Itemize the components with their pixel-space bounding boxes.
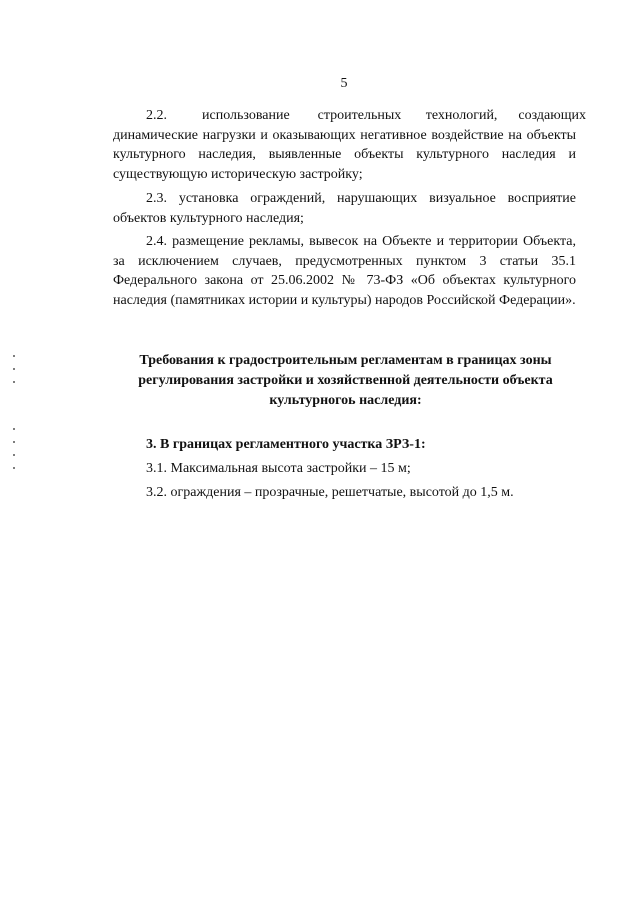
section-3-title: 3. В границах регламентного участка ЗРЗ-1: [146, 437, 426, 452]
clause-2-3-line-2: объектов культурного наследия; [113, 210, 304, 226]
scan-speck [13, 368, 15, 370]
page-number: 5 [340, 76, 348, 91]
clause-2-2-line-4: существующую историческую застройку; [113, 166, 363, 182]
section-3-item-1: 3.1. Максимальная высота застройки – 15 м; [146, 461, 411, 476]
clause-2-4-line-2: за исключением случаев, предусмотренных пунктом 3 статьи 35.1 [113, 253, 576, 269]
scan-speck [13, 441, 15, 443]
heading-line-1: Требования к градостроительным регламентам в границах зоны [139, 353, 552, 368]
scan-speck [13, 428, 15, 430]
requirements-heading [108, 351, 583, 411]
clause-2-4-line-3: Федерального закона от 25.06.2002 № 73-ФЗ «Об объектах культурного [113, 273, 576, 288]
scan-speck [13, 355, 15, 357]
heading-line-2: регулирования застройки и хозяйственной деятельности объекта [138, 373, 553, 388]
clause-2-4 [113, 232, 576, 310]
clause-2-4-line-4: наследия (памятниках истории и культуры) народов Российской Федерации». [113, 292, 576, 308]
clause-2-2-line-2: динамические нагрузки и оказывающих негативное воздействие на объекты [113, 127, 576, 143]
heading-line-3: культурногоь наследия: [269, 393, 422, 408]
scan-speck [13, 467, 15, 469]
clause-2-2 [113, 106, 586, 184]
section-3-item-2: 3.2. ограждения – прозрачные, решетчатые, высотой до 1,5 м. [146, 485, 514, 500]
clause-2-3-line-1: 2.3. установка ограждений, нарушающих визуальное восприятие [146, 191, 576, 206]
scan-speck [13, 381, 15, 383]
clause-2-2-line-3: культурного наследия, выявленные объекты культурного наследия и [113, 147, 576, 162]
clause-2-2-line-1: 2.2. использование строительных технологий, создающих [146, 108, 586, 123]
scan-speck [13, 454, 15, 456]
clause-2-4-line-1: 2.4. размещение рекламы, вывесок на Объекте и территории Объекта, [146, 234, 576, 249]
clause-2-3 [113, 189, 576, 228]
